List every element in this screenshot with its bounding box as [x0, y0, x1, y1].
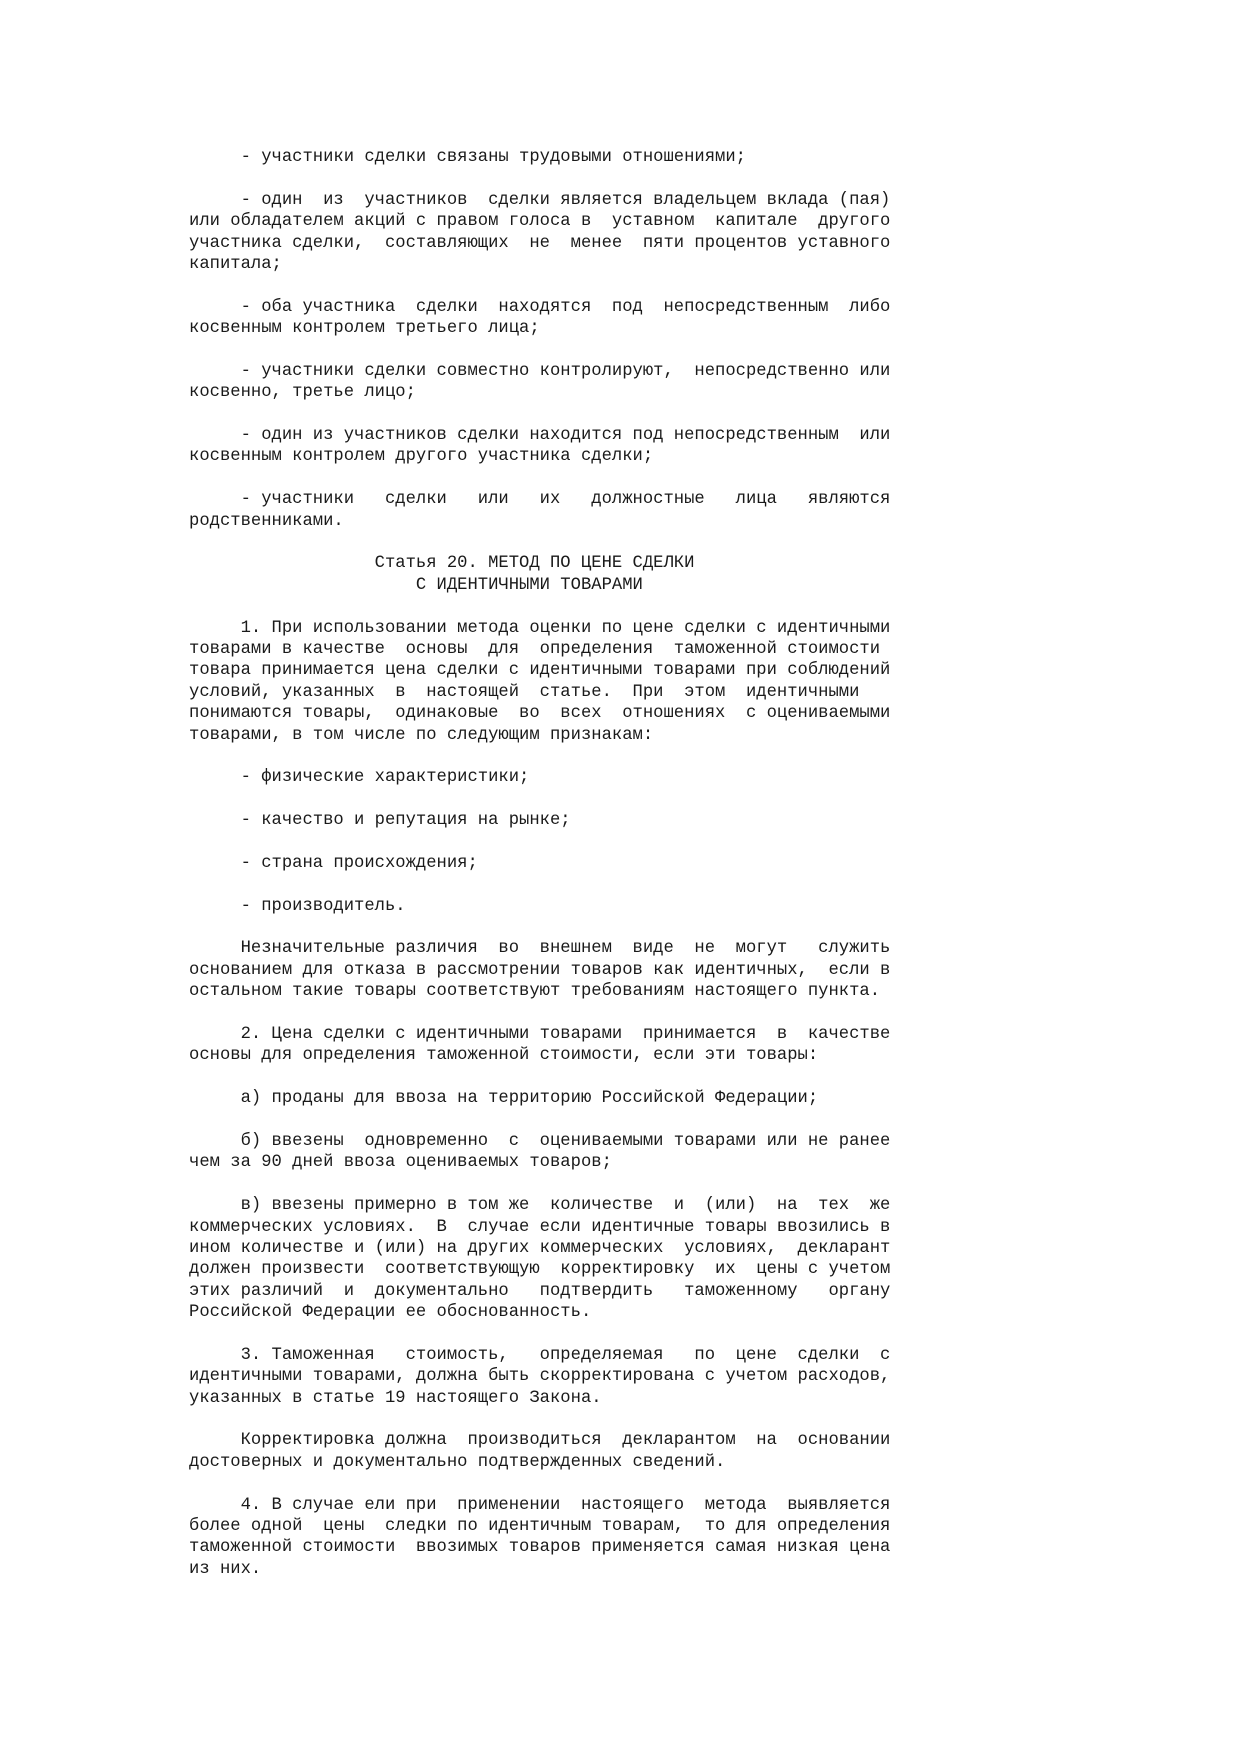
- paragraph: [189, 489, 971, 532]
- text-line: остальном такие товары соответствуют требованиям настоящего пункта.: [189, 982, 881, 1002]
- text-line: товара принимается цена сделки с идентичными товарами при соблюдений: [189, 661, 891, 681]
- paragraph: [189, 190, 971, 276]
- text-line: чем за 90 дней ввоза оцениваемых товаров;: [189, 1153, 612, 1173]
- paragraph: [189, 767, 971, 788]
- text-line: должен произвести соответствующую корректировку их цены с учетом: [189, 1260, 891, 1280]
- paragraph: [189, 896, 971, 917]
- paragraph: [189, 1131, 971, 1174]
- text-line: б) ввезены одновременно с оцениваемыми товарами или не ранее: [189, 1131, 891, 1151]
- text-line: идентичными товарами, должна быть скорректирована с учетом расходов,: [189, 1367, 891, 1387]
- text-line: условий, указанных в настоящей статье. При этом идентичными: [189, 682, 860, 702]
- paragraph: [189, 1495, 971, 1581]
- text-line: основы для определения таможенной стоимости, если эти товары:: [189, 1046, 819, 1066]
- text-line: товарами в качестве основы для определения таможенной стоимости: [189, 639, 881, 659]
- text-line: участника сделки, составляющих не менее пяти процентов уставного: [189, 233, 891, 253]
- text-line: в) ввезены примерно в том же количестве и (или) на тех же: [189, 1196, 891, 1216]
- paragraph: [189, 1024, 971, 1067]
- text-line: 3. Таможенная стоимость, определяемая по цене сделки с: [189, 1345, 891, 1365]
- paragraph: [189, 361, 971, 404]
- article-heading: [189, 553, 971, 596]
- paragraph: [189, 425, 971, 468]
- text-line: косвенно, третье лицо;: [189, 383, 416, 403]
- text-line: 1. При использовании метода оценки по цене сделки с идентичными: [189, 618, 891, 638]
- paragraph: [189, 1088, 971, 1109]
- text-line: этих различий и документально подтвердить таможенному органу: [189, 1281, 891, 1301]
- text-line: понимаются товары, одинаковые во всех отношениях с оцениваемыми: [189, 704, 891, 724]
- text-line: - производитель.: [189, 896, 406, 916]
- paragraph: [189, 938, 971, 1002]
- text-line: - физические характеристики;: [189, 768, 530, 788]
- text-line: - страна происхождения;: [189, 853, 478, 873]
- text-line: - участники сделки совместно контролируют, непосредственно или: [189, 361, 891, 381]
- paragraph: [189, 618, 971, 746]
- text-line: С ИДЕНТИЧНЫМИ ТОВАРАМИ: [189, 575, 643, 595]
- text-line: более одной цены следки по идентичным товарам, то для определения: [189, 1517, 891, 1536]
- text-line: косвенным контролем другого участника сделки;: [189, 447, 654, 467]
- text-line: Статья 20. МЕТОД ПО ЦЕНЕ СДЕЛКИ: [189, 554, 695, 574]
- text-line: косвенным контролем третьего лица;: [189, 319, 540, 339]
- text-line: коммерческих условиях. В случае если идентичные товары ввозились в: [189, 1217, 891, 1237]
- paragraph: [189, 147, 971, 168]
- text-line: капитала;: [189, 254, 282, 274]
- paragraph: [189, 810, 971, 831]
- text-line: из них.: [189, 1559, 262, 1579]
- text-line: Незначительные различия во внешнем виде не могут служить: [189, 939, 891, 959]
- text-line: достоверных и документально подтвержденных сведений.: [189, 1452, 726, 1472]
- text-line: таможенной стоимости ввозимых товаров применяется самая низкая цена: [189, 1538, 891, 1558]
- text-line: - один из участников сделки находится под непосредственным или: [189, 426, 891, 446]
- text-line: родственниками.: [189, 511, 344, 531]
- text-line: - качество и репутация на рынке;: [189, 811, 571, 831]
- paragraph: [189, 1345, 971, 1409]
- text-line: Корректировка должна производиться декларантом на основании: [189, 1431, 891, 1451]
- text-line: указанных в статье 19 настоящего Закона.: [189, 1388, 602, 1408]
- paragraph: [189, 853, 971, 874]
- paragraph: [189, 297, 971, 340]
- text-line: - один из участников сделки является владельцем вклада (пая): [189, 190, 891, 210]
- text-line: - участники сделки или их должностные лица являются: [189, 490, 891, 510]
- text-line: - оба участника сделки находятся под непосредственным либо: [189, 297, 891, 317]
- text-line: 4. В случае ели при применении настоящего метода выявляется: [189, 1495, 891, 1515]
- paragraph: [189, 1195, 971, 1323]
- text-line: ином количестве и (или) на других коммерческих условиях, декларант: [189, 1238, 891, 1258]
- text-line: а) проданы для ввоза на территорию Российской Федерации;: [189, 1089, 819, 1109]
- text-line: товарами, в том числе по следующим признакам:: [189, 725, 654, 745]
- paragraph: [189, 1430, 971, 1473]
- document-body: [189, 147, 971, 1602]
- text-line: - участники сделки связаны трудовыми отношениями;: [189, 148, 746, 167]
- text-line: или обладателем акций с правом голоса в уставном капитале другого: [189, 212, 891, 232]
- text-line: основанием для отказа в рассмотрении товаров как идентичных, если в: [189, 960, 891, 980]
- text-line: Российской Федерации ее обоснованность.: [189, 1303, 592, 1323]
- text-line: 2. Цена сделки с идентичными товарами принимается в качестве: [189, 1025, 891, 1045]
